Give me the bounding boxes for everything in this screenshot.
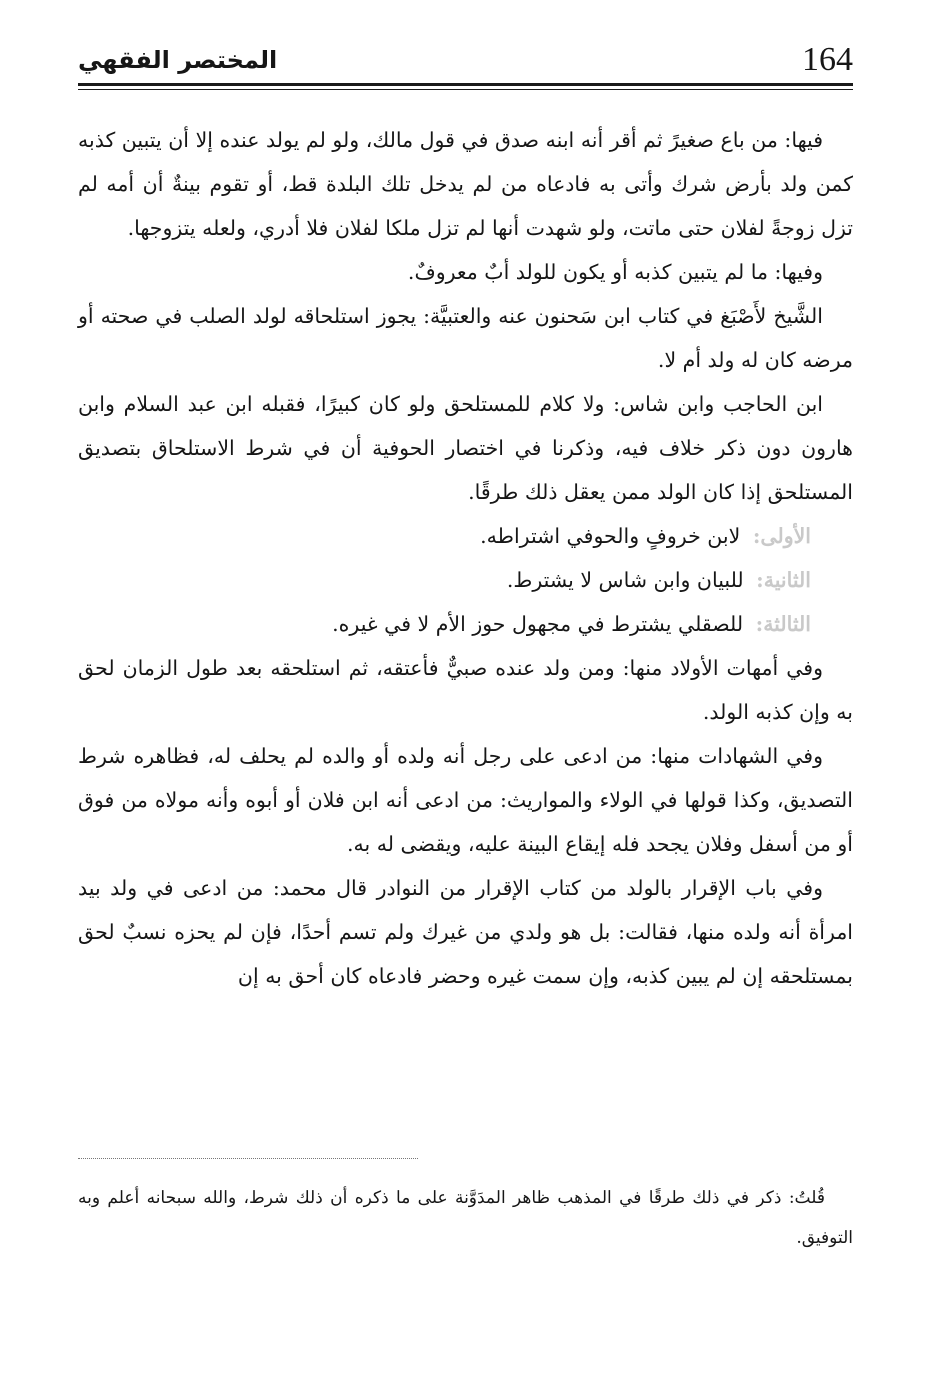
list-item-text: للصقلي يشترط في مجهول حوز الأم لا في غيره. xyxy=(332,612,744,636)
paragraph: وفي باب الإقرار بالولد من كتاب الإقرار من النوادر قال محمد: من ادعى في ولد بيد امرأة أنه ولده منها، فقالت: بل هو ولدي من غيرك ولم تسم أحدًا، فإن لم يحزه نسبٌ لحق بمستلحقه إن لم يبين كذبه، وإن سمت غيره وحضر فادعاه كان أحق به إن xyxy=(78,876,853,988)
list-item xyxy=(78,558,853,602)
body-text xyxy=(78,118,853,998)
list-item-text: لابن خروفٍ والحوفي اشتراطه. xyxy=(480,524,741,548)
book-page xyxy=(78,38,853,1248)
paragraph: ابن الحاجب وابن شاس: ولا كلام للمستلحق ولو كان كبيرًا، فقبله ابن عبد السلام وابن هارون دون ذكر خلاف فيه، وذكرنا في اختصار الحوفية أن في شرط الاستلحاق بتصديق المستلحق إذا كان الولد ممن يعقل ذلك طرقًا. xyxy=(78,392,853,504)
footnote-separator xyxy=(78,1158,418,1159)
paragraph: فيها: من باع صغيرً ثم أقر أنه ابنه صدق في قول مالك، ولو لم يولد عنده إلا أن يتبين كذبه كمن ولد بأرض شرك وأتى به فادعاه من لم يدخل تلك البلدة قط، أو تقوم بينةٌ أن أمه لم تزل زوجةً لفلان حتى ماتت، ولو شهدت أنها لم تزل ملكا لفلان فلا أدري، ولعله يتزوجها. xyxy=(78,128,853,240)
list-item-text: للبيان وابن شاس لا يشترط. xyxy=(506,568,744,592)
paragraph: وفيها: ما لم يتبين كذبه أو يكون للولد أبٌ معروفٌ. xyxy=(407,260,823,284)
list-marker: الثالثة: xyxy=(755,612,811,636)
paragraph: الشَّيخ لأَصْبَغ في كتاب ابن سَحنون عنه والعتبيَّة: يجوز استلحاقه لولد الصلب في صحته أو مرضه كان له ولد أم لا. xyxy=(78,304,853,372)
page-number: 164 xyxy=(802,41,853,78)
header-rule xyxy=(78,83,853,86)
list-item xyxy=(78,514,853,558)
footnote-text: قُلتُ: ذكر في ذلك طرقًا في المذهب ظاهر المدَوَّنة على ما ذكره أن ذلك شرط، والله سبحانه أعلم وبه التوفيق. xyxy=(78,1188,853,1248)
list-marker: الأولى: xyxy=(752,524,811,548)
paragraph: وفي الشهادات منها: من ادعى على رجل أنه ولده أو والده لم يحلف له، فظاهره شرط التصديق، وكذا قولها في الولاء والمواريث: من ادعى أنه ابن فلان أو أبوه وأنه مولاه من فوق أو من أسفل وفلان يجحد فله إيقاع البينة عليه، ويقضى له به. xyxy=(78,744,853,856)
footnote xyxy=(78,1178,853,1258)
page-header xyxy=(78,38,853,88)
paragraph: وفي أمهات الأولاد منها: ومن ولد عنده صبيٌّ فأعتقه، ثم استلحقه بعد طول الزمان لحق به وإن كذبه الولد. xyxy=(78,656,853,724)
list-item xyxy=(78,602,853,646)
header-rule-thin xyxy=(78,89,853,90)
running-title: المختصر الفقهي xyxy=(78,46,278,74)
list-marker: الثانية: xyxy=(756,568,811,592)
